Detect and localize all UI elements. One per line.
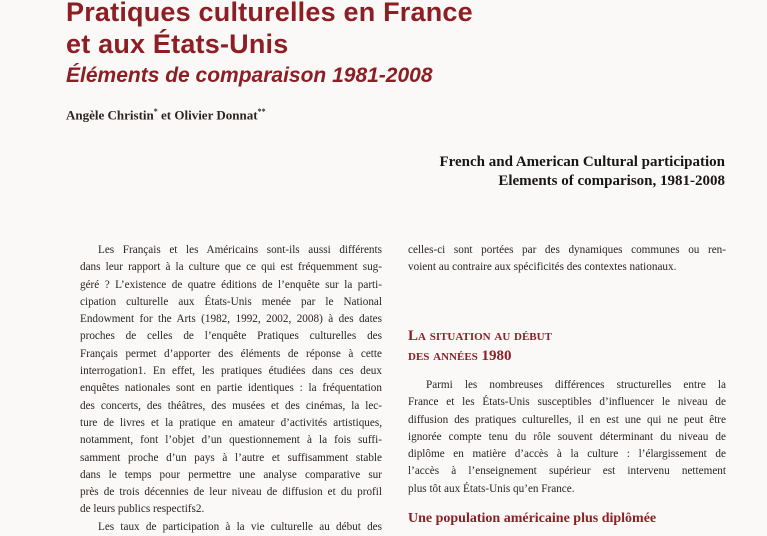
section-heading-line-2: des années 1980 [408,348,512,364]
author-name: Olivier Donnat [174,107,258,123]
subsection-heading: Une population américaine plus diplômée [408,511,657,526]
body-column-left [80,242,382,536]
body-line: des concerts, des théâtres, des musées et des cinémas, la lec- [80,399,382,412]
body-line: de leurs publics respectifs2. [80,503,205,516]
author-joiner: et [157,107,175,123]
body-line: France et les États-Unis susceptibles d’influencer le niveau de [408,396,726,409]
article-title [66,0,473,60]
author-name: Angèle Christin [66,107,154,123]
title-line-2: et aux États-Unis [66,29,289,59]
title-line-1: Pratiques culturelles en France [66,0,473,27]
body-line: interrogation1. En effet, les pratiques étudiées dans ces deux [80,365,382,378]
body-line: Les taux de participation à la vie culturelle au début des [98,520,382,533]
body-line: celles-ci sont portées par des dynamiques communes ou ren- [408,244,726,256]
english-title [439,153,725,191]
body-line: près de trois décennies de leur niveau de diffusion et du profil [80,486,382,499]
body-line: Parmi les nombreuses différences structurelles entre la [426,379,726,391]
english-title-line-2: Elements of comparison, 1981-2008 [498,173,725,189]
body-line: proches de celles de l’enquête Pratiques culturelles des [80,330,382,343]
author-line [66,104,266,123]
body-line: diplôme en matière d’accès à la culture : l’élargissement de [408,448,726,461]
author-footnote-mark: * [153,107,158,116]
section-heading [408,326,552,366]
article-subtitle: Éléments de comparaison 1981-2008 [66,64,433,87]
body-line: l’accès à l’enseignement supérieur est intervenu nettement [408,465,726,478]
body-line: Français permet d’apporter des éléments de réponse à cette [80,347,382,360]
body-line: cipation culturelle aux États-Unis menée par le National [80,295,382,308]
body-line: plus tôt aux États-Unis qu’en France. [408,482,575,495]
english-title-line-1: French and American Cultural participation [439,154,725,170]
body-line: géré ? L’existence de quatre éditions de l’enquête sur la parti- [80,278,382,291]
body-line: ignorée compte tenu du rôle souvent déterminant du niveau de [408,430,726,443]
body-column-right-top [408,242,726,277]
body-line: dans le temps pour permettre une analyse comparative sur [80,468,382,481]
body-line: notamment, font l’objet d’un questionnement à la fois suffi- [80,434,382,447]
body-line: ture de livres et la pratique en amateur d’activités artistiques, [80,416,382,429]
body-line: diffusion des pratiques culturelles, il en est une qui ne peut être [408,413,726,426]
body-column-right [408,377,726,498]
body-line: voient au contraire aux spécificités des contextes nationaux. [408,261,677,274]
body-line: enquêtes nationales sont en partie identiques : la fréquentation [80,382,382,395]
body-line: samment proche d’un pays à l’autre et suffisamment stable [80,451,382,464]
body-line: Les Français et les Américains sont-ils aussi différents [98,244,382,256]
body-line: dans leur rapport à la culture que ce qui est fréquemment sug- [80,261,382,274]
section-heading-line-1: La situation au début [408,328,552,344]
body-line: Endowment for the Arts (1982, 1992, 2002, 2008) à des dates [80,313,382,326]
author-footnote-mark: ** [257,107,266,116]
